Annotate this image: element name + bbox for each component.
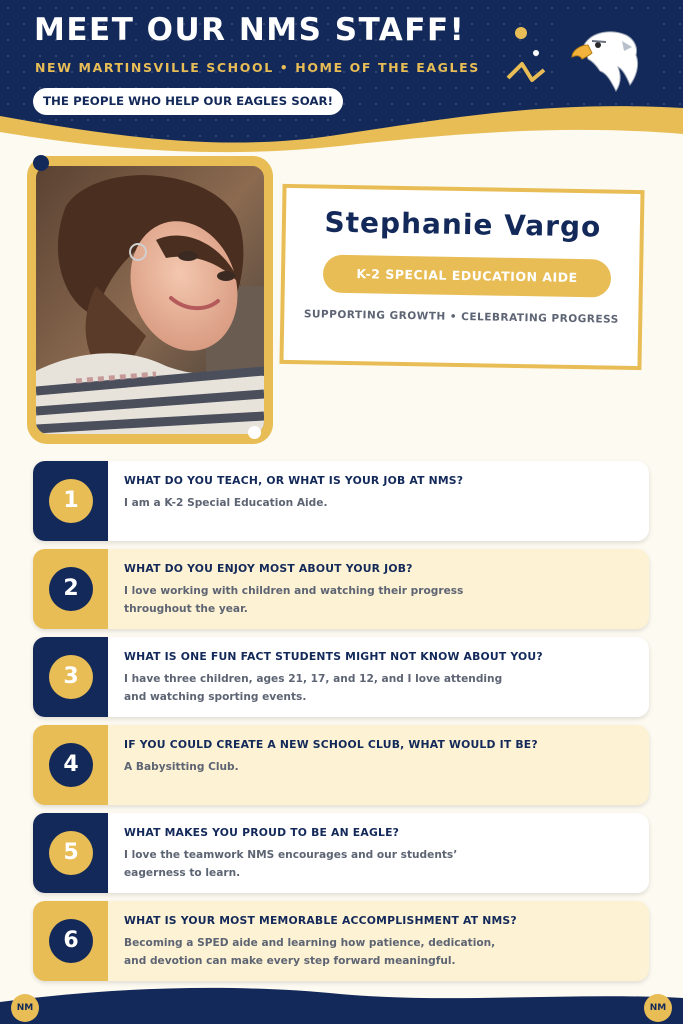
- qa-answer: A Babysitting Club.: [124, 761, 239, 773]
- qa-question: IF YOU COULD CREATE A NEW SCHOOL CLUB, WHAT WOULD IT BE?: [124, 738, 538, 751]
- qa-item: [33, 637, 649, 717]
- qa-answer: I have three children, ages 21, 17, and 12, and I love attending and watching sporting events.: [124, 673, 503, 703]
- qa-question: WHAT DO YOU ENJOY MOST ABOUT YOUR JOB?: [124, 562, 413, 575]
- qa-number: 1: [49, 479, 93, 523]
- qa-number: 3: [49, 655, 93, 699]
- eagle-head-icon: [566, 25, 642, 95]
- tagline: SUPPORTING GROWTH • CELEBRATING PROGRESS: [303, 308, 619, 326]
- qa-number-block: [33, 813, 108, 893]
- footer-wave: [0, 984, 683, 1024]
- qa-question: WHAT IS YOUR MOST MEMORABLE ACCOMPLISHMENT AT NMS?: [124, 914, 517, 927]
- qa-number-block: [33, 549, 108, 629]
- qa-number: 2: [49, 567, 93, 611]
- staff-name: Stephanie Vargo: [324, 205, 602, 244]
- photo-corner-dot: [33, 155, 49, 171]
- qa-number-block: [33, 901, 108, 981]
- qa-item: [33, 549, 649, 629]
- photo-corner-dot-light: [248, 426, 261, 439]
- qa-number-block: [33, 461, 108, 541]
- school-subtitle: NEW MARTINSVILLE SCHOOL • HOME OF THE EAGLES: [35, 60, 480, 75]
- qa-answer: Becoming a SPED aide and learning how patience, dedication, and devotion can make every step forward meaningful.: [124, 937, 496, 967]
- qa-item: [33, 901, 649, 981]
- page-title: MEET OUR NMS STAFF!: [34, 12, 466, 48]
- qa-question: WHAT IS ONE FUN FACT STUDENTS MIGHT NOT KNOW ABOUT YOU?: [124, 650, 543, 663]
- qa-number: 5: [49, 831, 93, 875]
- name-card: [279, 184, 644, 370]
- qa-question: WHAT MAKES YOU PROUD TO BE AN EAGLE?: [124, 826, 400, 839]
- qa-answer: I love the teamwork NMS encourages and our students’ eagerness to learn.: [124, 849, 458, 879]
- staff-portrait-photo: [36, 166, 264, 434]
- qa-number: 6: [49, 919, 93, 963]
- role-badge: K-2 SPECIAL EDUCATION AIDE: [323, 255, 612, 298]
- footer-badge-left: NM: [11, 994, 39, 1022]
- qa-question: WHAT DO YOU TEACH, OR WHAT IS YOUR JOB AT NMS?: [124, 474, 464, 487]
- motto-pill: THE PEOPLE WHO HELP OUR EAGLES SOAR!: [33, 88, 343, 115]
- qa-item: [33, 813, 649, 893]
- sparkle-decoration: [500, 20, 560, 100]
- qa-number-block: [33, 725, 108, 805]
- footer-badge-right: NM: [644, 994, 672, 1022]
- qa-answer: I am a K-2 Special Education Aide.: [124, 497, 328, 509]
- qa-item: [33, 725, 649, 805]
- qa-number-block: [33, 637, 108, 717]
- qa-answer: I love working with children and watching their progress throughout the year.: [124, 585, 464, 615]
- qa-number: 4: [49, 743, 93, 787]
- qa-item: [33, 461, 649, 541]
